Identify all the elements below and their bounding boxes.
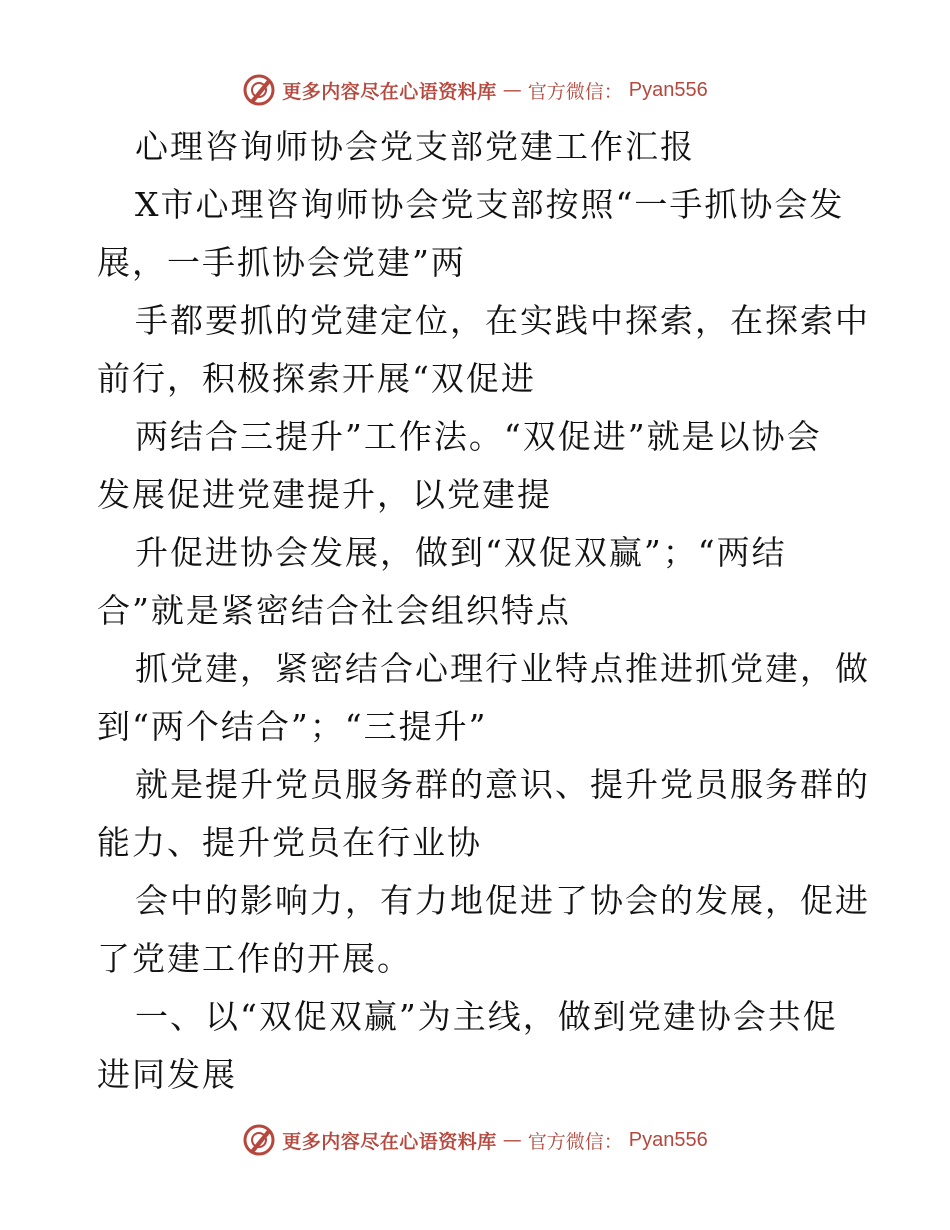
paragraph-line: 发展促进党建提升，以党建提 — [97, 475, 552, 514]
paragraph-line: 就是提升党员服务群的意识、提升党员服务群的 — [135, 765, 870, 804]
paragraph-line: 能力、提升党员在行业协 — [97, 823, 482, 862]
paragraph-line: X市心理咨询师协会党支部按照“一手抓协会发 — [135, 185, 845, 224]
banner-wechat-id: Pyan556 — [628, 1128, 708, 1151]
banner-separator: — — [502, 1129, 522, 1151]
banner-wechat-label: 官方微信： — [527, 80, 623, 103]
paragraph-line: 了党建工作的开展。 — [97, 939, 412, 978]
paragraph-line: 合”就是紧密结合社会组织特点 — [97, 591, 571, 630]
paragraph-line: 展，一手抓协会党建”两 — [97, 243, 466, 282]
section-heading: 一、以“双促双赢”为主线，做到党建协会共促 — [135, 997, 838, 1036]
banner-wechat-label: 官方微信： — [527, 1130, 623, 1153]
logo-icon — [242, 73, 276, 107]
logo-icon — [242, 1123, 276, 1157]
section-heading-continued: 进同发展 — [97, 1055, 237, 1094]
banner-wechat-id: Pyan556 — [628, 78, 708, 101]
banner-text: 更多内容尽在心语资料库 — [282, 1130, 497, 1153]
footer-banner — [0, 1120, 950, 1160]
paragraph-line: 手都要抓的党建定位，在实践中探索，在探索中 — [135, 301, 870, 340]
paragraph-line: 抓党建，紧密结合心理行业特点推进抓党建，做 — [135, 649, 870, 688]
paragraph-line: 升促进协会发展，做到“双促双赢”；“两结 — [135, 533, 787, 572]
document-title: 心理咨询师协会党支部党建工作汇报 — [135, 127, 695, 166]
paragraph-line: 会中的影响力，有力地促进了协会的发展，促进 — [135, 881, 870, 920]
document-body — [97, 118, 870, 1104]
paragraph-line: 前行，积极探索开展“双促进 — [97, 359, 536, 398]
header-banner — [0, 70, 950, 110]
paragraph-line: 到“两个结合”；“三提升” — [97, 707, 488, 746]
banner-text: 更多内容尽在心语资料库 — [282, 80, 497, 103]
paragraph-line: 两结合三提升”工作法。“双促进”就是以协会 — [135, 417, 822, 456]
banner-separator: — — [502, 79, 522, 101]
